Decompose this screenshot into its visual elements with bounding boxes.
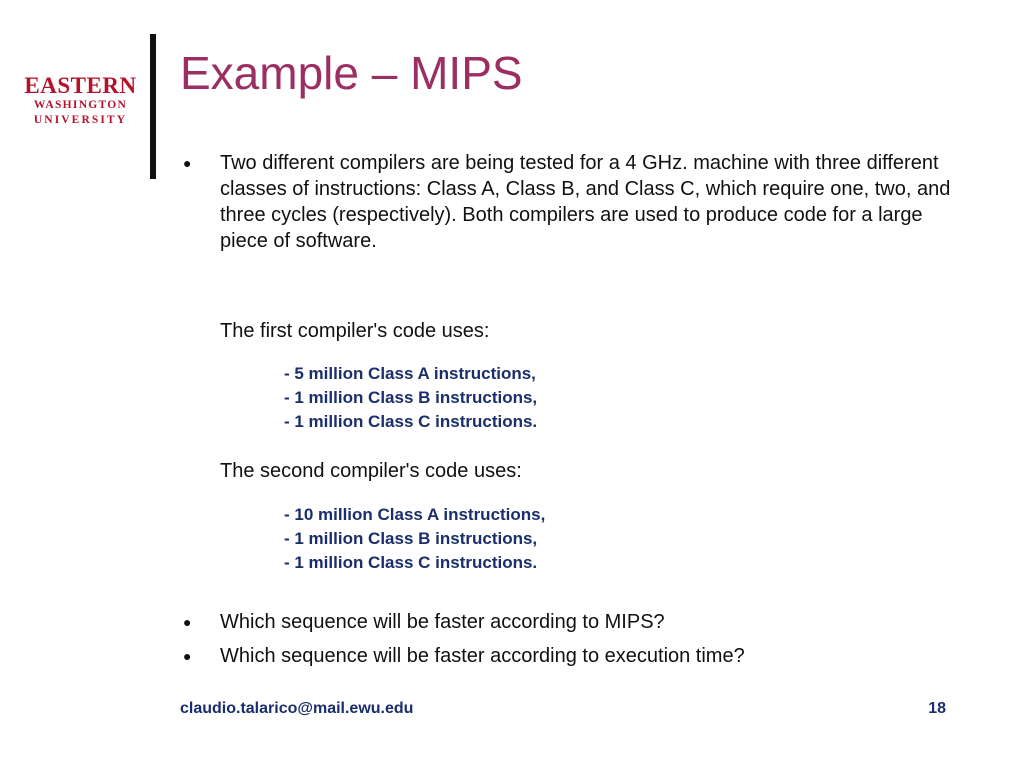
bullet-text-intro: Two different compilers are being tested for a 4 GHz. machine with three different classes of instructions: Class A, Class B, and Class C, which require one, two, and three cycles (respectively). Both compilers are used to produce code for a large piece of software. (220, 152, 951, 252)
first-compiler-instruction-list (284, 362, 537, 434)
footer-email: claudio.talarico@mail.ewu.edu (180, 700, 414, 717)
bullet-icon: ● (183, 648, 192, 664)
bullet-icon: ● (183, 614, 192, 630)
list-item: - 1 million Class C instructions. (284, 553, 538, 572)
logo-line-eastern: EASTERN (24, 73, 137, 98)
page-number: 18 (928, 700, 946, 717)
logo-line-washington: WASHINGTON (33, 99, 128, 111)
bullet-item-time-question (180, 643, 960, 669)
list-item: - 5 million Class A instructions, (284, 364, 536, 383)
logo-line-university: UNIVERSITY (33, 113, 128, 126)
logo-divider (150, 34, 156, 179)
bullet-icon: ● (183, 155, 192, 171)
first-compiler-label: The first compiler's code uses: (220, 320, 490, 342)
second-compiler-label: The second compiler's code uses: (220, 460, 522, 482)
bullet-text-time-question: Which sequence will be faster according to execution time? (220, 645, 745, 667)
list-item: - 1 million Class B instructions, (284, 529, 538, 548)
list-item: - 10 million Class A instructions, (284, 505, 546, 524)
list-item: - 1 million Class C instructions. (284, 412, 538, 431)
bullet-text-mips-question: Which sequence will be faster according to MIPS? (220, 611, 665, 633)
university-logo (18, 74, 143, 126)
bullet-item-intro (180, 150, 960, 254)
second-compiler-instruction-list (284, 503, 545, 575)
slide-title: Example – MIPS (180, 47, 523, 99)
bullet-item-mips-question (180, 609, 960, 635)
list-item: - 1 million Class B instructions, (284, 388, 538, 407)
